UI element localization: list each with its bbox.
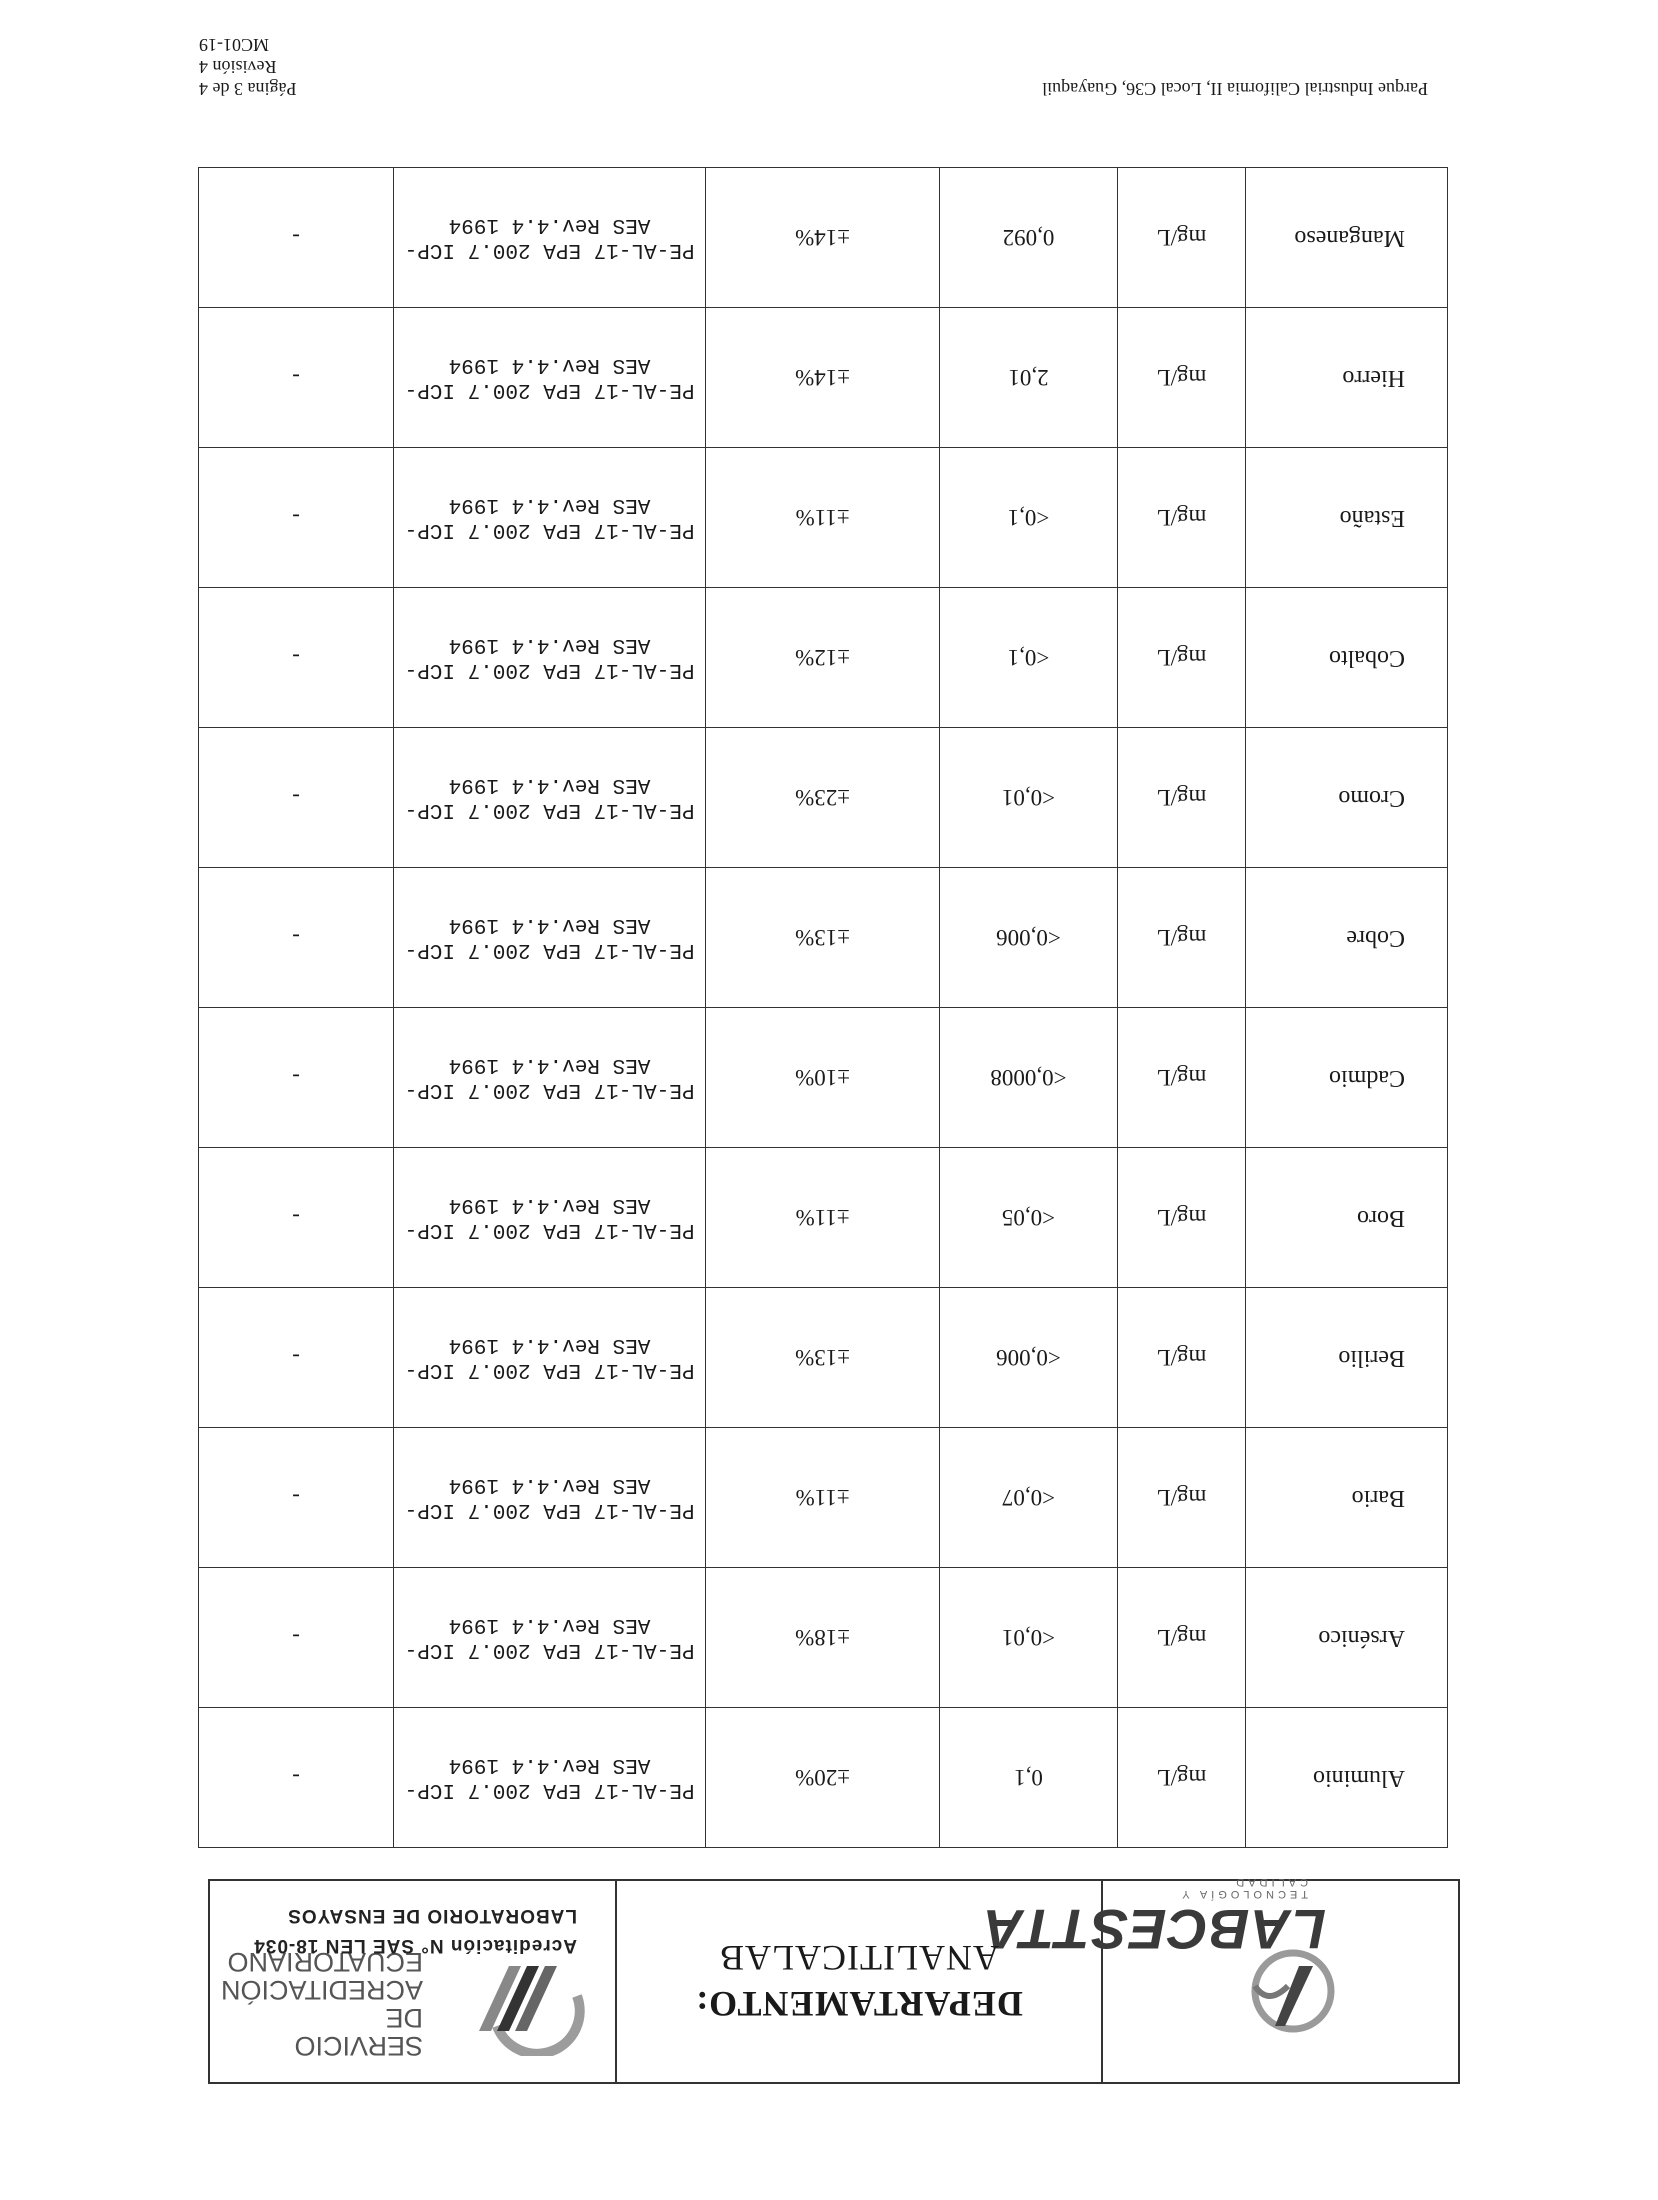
results-table-body — [199, 168, 1448, 1848]
method-cell: PE-AL-17 EPA 200.7 ICP-AES Rev.4.4 1994 — [394, 588, 706, 728]
unit-cell: mg/L — [1118, 868, 1246, 1008]
uncertainty-cell: ±12% — [706, 588, 940, 728]
unit-cell: mg/L — [1118, 1288, 1246, 1428]
parameter-cell: Manganeso — [1246, 168, 1448, 308]
sae-laboratory-type: LABORATORIO DE ENSAYOS — [287, 1905, 577, 1926]
method-cell: PE-AL-17 EPA 200.7 ICP-AES Rev.4.4 1994 — [394, 868, 706, 1008]
limit-cell: - — [199, 1568, 394, 1708]
parameter-cell: Cobre — [1246, 868, 1448, 1008]
method-cell: PE-AL-17 EPA 200.7 ICP-AES Rev.4.4 1994 — [394, 728, 706, 868]
method-cell: PE-AL-17 EPA 200.7 ICP-AES Rev.4.4 1994 — [394, 1148, 706, 1288]
sae-accreditation-number: Acreditación N° SAE LEN 18-034 — [253, 1935, 577, 1956]
limit-cell: - — [199, 1288, 394, 1428]
table-row — [199, 868, 1448, 1008]
limit-cell: - — [199, 728, 394, 868]
uncertainty-cell: ±11% — [706, 1428, 940, 1568]
sae-name-line1: SERVICIO — [294, 2031, 423, 2061]
result-cell: <0,006 — [940, 868, 1118, 1008]
limit-cell: - — [199, 1148, 394, 1288]
result-cell: 0,1 — [940, 1708, 1118, 1848]
limit-cell: - — [199, 588, 394, 728]
page-info — [199, 34, 399, 100]
result-cell: <0,05 — [940, 1148, 1118, 1288]
parameter-cell: Boro — [1246, 1148, 1448, 1288]
sae-organization-name — [210, 1948, 423, 2060]
unit-cell: mg/L — [1118, 728, 1246, 868]
result-cell: 2,01 — [940, 308, 1118, 448]
limit-cell: - — [199, 868, 394, 1008]
parameter-cell: Arsénico — [1246, 1568, 1448, 1708]
result-cell: <0,1 — [940, 588, 1118, 728]
unit-cell: mg/L — [1118, 1008, 1246, 1148]
limit-cell: - — [199, 308, 394, 448]
result-cell: 0,092 — [940, 168, 1118, 308]
uncertainty-cell: ±14% — [706, 168, 940, 308]
letterhead — [208, 1876, 1460, 2084]
table-row — [199, 308, 1448, 448]
parameter-cell: Cobalto — [1246, 588, 1448, 728]
method-cell: PE-AL-17 EPA 200.7 ICP-AES Rev.4.4 1994 — [394, 1428, 706, 1568]
result-cell: <0,0008 — [940, 1008, 1118, 1148]
table-row — [199, 588, 1448, 728]
department-name: ANALITICALAB — [719, 1938, 999, 1979]
results-table — [198, 167, 1448, 1848]
table-row — [199, 1008, 1448, 1148]
uncertainty-cell: ±10% — [706, 1008, 940, 1148]
department-title: DEPARTAMENTO: — [695, 1984, 1023, 2025]
method-cell: PE-AL-17 EPA 200.7 ICP-AES Rev.4.4 1994 — [394, 1708, 706, 1848]
unit-cell: mg/L — [1118, 1708, 1246, 1848]
uncertainty-cell: ±20% — [706, 1708, 940, 1848]
logo-wordmark: LABCESTTA — [982, 1898, 1326, 1961]
department-cell — [615, 1881, 1101, 2082]
unit-cell: mg/L — [1118, 588, 1246, 728]
uncertainty-cell: ±18% — [706, 1568, 940, 1708]
parameter-cell: Bario — [1246, 1428, 1448, 1568]
limit-cell: - — [199, 1428, 394, 1568]
method-cell: PE-AL-17 EPA 200.7 ICP-AES Rev.4.4 1994 — [394, 308, 706, 448]
table-row — [199, 1568, 1448, 1708]
limit-cell: - — [199, 1008, 394, 1148]
parameter-cell: Cadmio — [1246, 1008, 1448, 1148]
sae-accreditation-cell — [210, 1881, 615, 2082]
unit-cell: mg/L — [1118, 308, 1246, 448]
parameter-cell: Berilio — [1246, 1288, 1448, 1428]
parameter-cell: Aluminio — [1246, 1708, 1448, 1848]
labcestta-logo-cell — [982, 1876, 1458, 2082]
method-cell: PE-AL-17 EPA 200.7 ICP-AES Rev.4.4 1994 — [394, 1288, 706, 1428]
uncertainty-cell: ±11% — [706, 448, 940, 588]
document-code: MC01-19 — [199, 35, 270, 55]
table-row — [199, 448, 1448, 588]
method-cell: PE-AL-17 EPA 200.7 ICP-AES Rev.4.4 1994 — [394, 1568, 706, 1708]
revision-number: Revisión 4 — [199, 57, 277, 77]
sae-logo-icon — [457, 1946, 597, 2056]
result-cell: <0,01 — [940, 728, 1118, 868]
method-cell: PE-AL-17 EPA 200.7 ICP-AES Rev.4.4 1994 — [394, 448, 706, 588]
uncertainty-cell: ±13% — [706, 868, 940, 1008]
parameter-cell: Hierro — [1246, 308, 1448, 448]
unit-cell: mg/L — [1118, 1428, 1246, 1568]
method-cell: PE-AL-17 EPA 200.7 ICP-AES Rev.4.4 1994 — [394, 168, 706, 308]
limit-cell: - — [199, 448, 394, 588]
limit-cell: - — [199, 168, 394, 308]
logo-tagline: TECNOLOGÍA Y CALIDAD — [1178, 1876, 1308, 1900]
page-number: Página 3 de 4 — [199, 79, 297, 99]
result-cell: <0,07 — [940, 1428, 1118, 1568]
table-row — [199, 1288, 1448, 1428]
uncertainty-cell: ±23% — [706, 728, 940, 868]
result-cell: <0,01 — [940, 1568, 1118, 1708]
uncertainty-cell: ±11% — [706, 1148, 940, 1288]
sae-name-line2: DE ACREDITACIÓN — [220, 1975, 423, 2033]
sae-name-line3: ECUATORIANO — [227, 1947, 423, 1977]
table-row — [199, 1428, 1448, 1568]
unit-cell: mg/L — [1118, 1148, 1246, 1288]
limit-cell: - — [199, 1708, 394, 1848]
unit-cell: mg/L — [1118, 448, 1246, 588]
table-row — [199, 1708, 1448, 1848]
uncertainty-cell: ±14% — [706, 308, 940, 448]
result-cell: <0,006 — [940, 1288, 1118, 1428]
table-row — [199, 728, 1448, 868]
lab-address: Parque Industrial California II, Local C36, Guayaquil — [1042, 79, 1428, 99]
unit-cell: mg/L — [1118, 1568, 1246, 1708]
method-cell: PE-AL-17 EPA 200.7 ICP-AES Rev.4.4 1994 — [394, 1008, 706, 1148]
table-row — [199, 1148, 1448, 1288]
parameter-cell: Cromo — [1246, 728, 1448, 868]
table-row — [199, 168, 1448, 308]
parameter-cell: Estaño — [1246, 448, 1448, 588]
uncertainty-cell: ±13% — [706, 1288, 940, 1428]
unit-cell: mg/L — [1118, 168, 1246, 308]
result-cell: <0,1 — [940, 448, 1118, 588]
